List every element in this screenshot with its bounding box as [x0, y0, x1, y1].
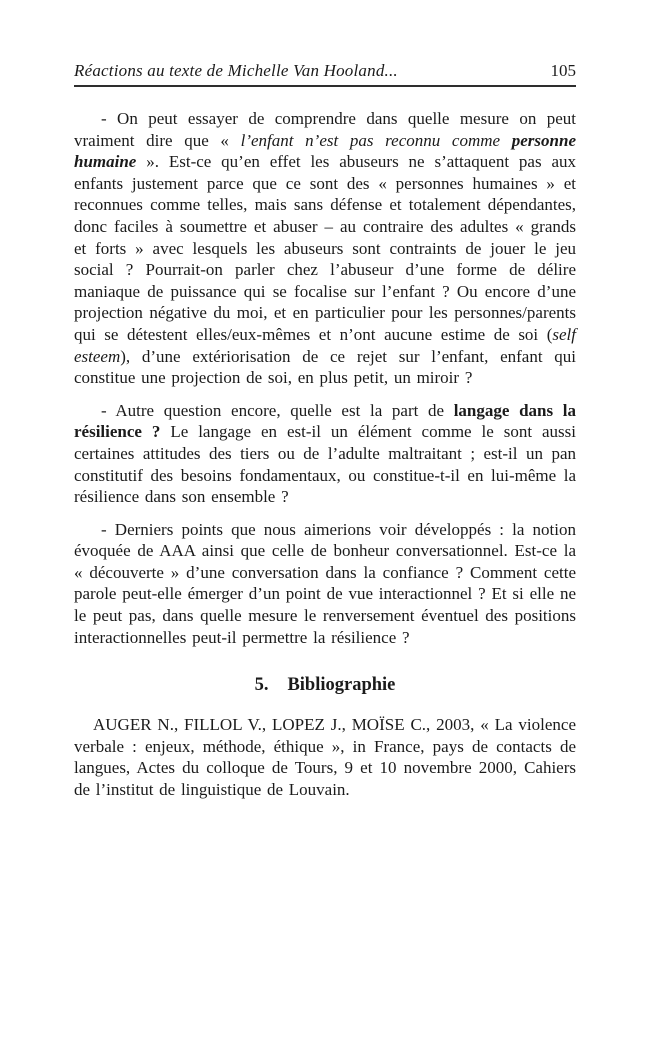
page-number: 105: [550, 61, 576, 80]
text-segment: l’enfant n’est pas reconnu comme: [240, 130, 512, 150]
text-segment: - Autre question encore, quelle est la part de: [101, 400, 454, 420]
text-segment: Le langage en est-il un élément comme le sont aussi certaines attitudes des tiers ou de l’adulte maltraitant ; est-il un pan constitutif des besoins fondamentaux, ou constitue-t-il en lui-même la résilience dans son ensemble ?: [74, 422, 577, 507]
text-segment: AUGER N., FILLOL V., LOPEZ J., MOÏSE C., 2003, « La violence verbale : enjeux, méthode, éthique », in France, pays de contacts de langues, Actes du colloque de Tours, 9 et 10 novembre 2000, Cahiers de l’institut de linguistique de Louvain.: [74, 715, 576, 800]
document-body: [74, 108, 576, 648]
text-segment: ), d’une extériorisation de ce rejet sur l’enfant, enfant qui constitue une projection de soi, en plus petit, un miroir ?: [74, 346, 576, 388]
header-rule: [74, 85, 576, 87]
paragraph: [74, 519, 576, 649]
text-segment: ». Est-ce qu’en effet les abuseurs ne s’attaquent pas aux enfants justement parce que ce sont des « personnes humaines » et reconnues comme telles, mais sans défense et totalement dépendantes, donc faciles à soumettre et abuser – au contraire des adultes « grands et forts » avec lesquels les abuseurs sont contraints de jouer le jeu social ? Pourrait-on parler chez l’abuseur d’une forme de délire maniaque de puissance qui se focalise sur l’enfant ? Ou encore d’une projection négative du moi, et en particulier pour les personnes/parents qui se détestent elles/eux-mêmes et n’ont aucune estime de soi (: [74, 152, 576, 344]
text-segment: langage dans la résilience ?: [74, 400, 576, 442]
running-header-title: Réactions au texte de Michelle Van Hooland...: [74, 61, 398, 80]
section-number: 5.: [254, 675, 269, 696]
running-header: [74, 60, 576, 85]
paragraph: [74, 108, 576, 389]
text-segment: self esteem: [74, 324, 576, 366]
section-heading: [74, 673, 576, 697]
paragraph: [74, 400, 576, 508]
bibliography-section: [74, 714, 576, 800]
text-segment: personne humaine: [74, 130, 576, 172]
paragraph: [74, 714, 576, 800]
text-segment: - On peut essayer de comprendre dans quelle mesure on peut vraiment dire que «: [74, 109, 576, 150]
section-title: Bibliographie: [287, 675, 396, 696]
text-segment: - Derniers points que nous aimerions voir développés : la notion évoquée de AAA ainsi que celle de bonheur conversationnel. Est-ce la « découverte » d’une conversation dans la confiance ? Comment cette parole peut-elle émerger d’un point de vue interactionnel ? Et si elle ne le peut pas, dans quelle mesure le renversement éventuel des positions interactionnelles peut-il permettre la résilience ?: [74, 519, 576, 647]
